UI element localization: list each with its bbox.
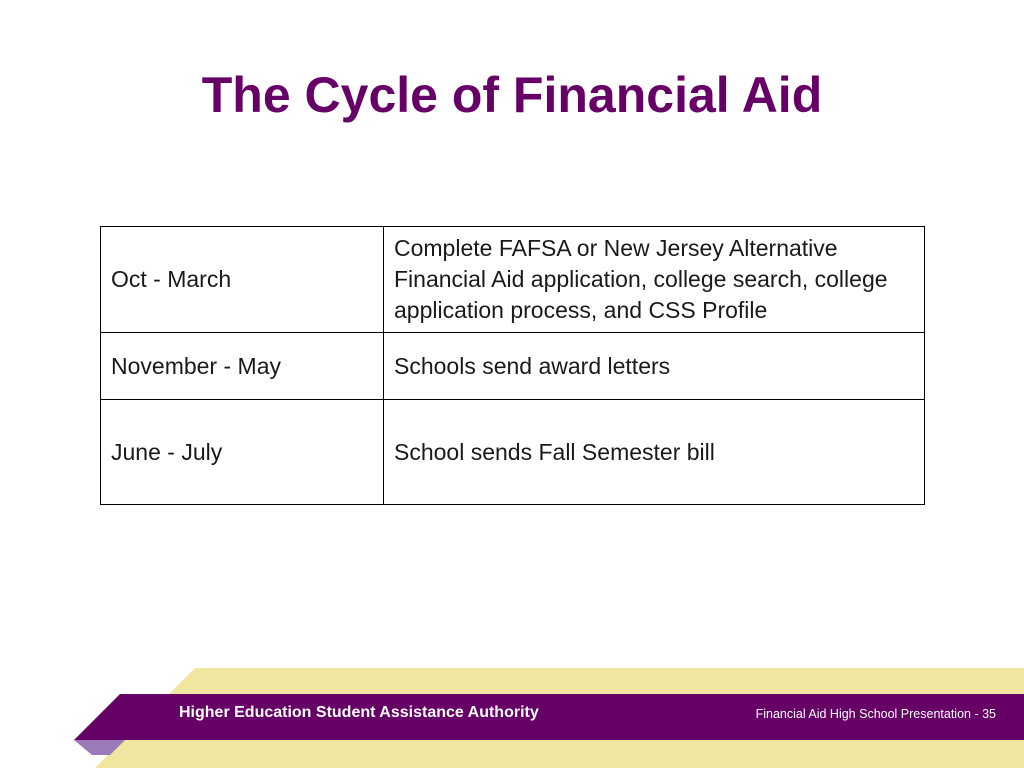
table-row: [101, 227, 925, 333]
footer-page-label: Financial Aid High School Presentation - 35: [755, 707, 996, 721]
table-row: [101, 333, 925, 400]
slide-footer: [0, 660, 1024, 768]
slide-title: The Cycle of Financial Aid: [201, 67, 823, 123]
financial-aid-cycle-table: [100, 226, 925, 505]
activity-cell: School sends Fall Semester bill: [384, 400, 925, 505]
footer-organization-name: Higher Education Student Assistance Authority: [179, 704, 539, 721]
period-cell: November - May: [101, 333, 384, 400]
period-cell: Oct - March: [101, 227, 384, 333]
activity-cell: Complete FAFSA or New Jersey Alternative Financial Aid application, college search, college application process, and CSS Profile: [384, 227, 925, 333]
activity-cell: Schools send award letters: [384, 333, 925, 400]
table-row: [101, 400, 925, 505]
period-cell: June - July: [101, 400, 384, 505]
